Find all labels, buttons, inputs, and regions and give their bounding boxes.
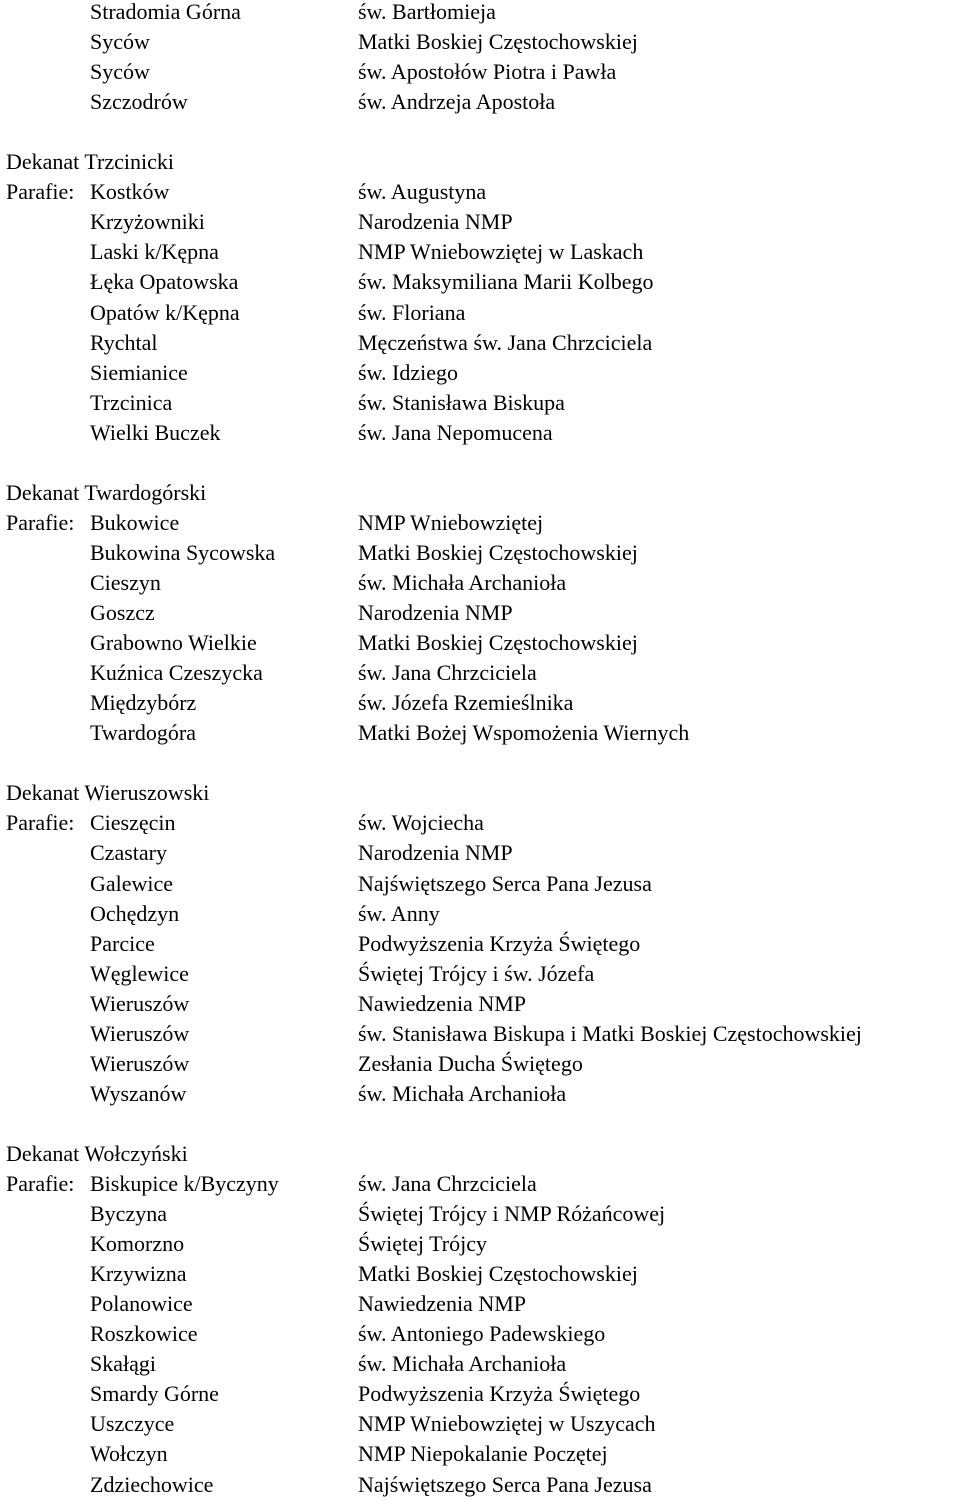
parish-row xyxy=(0,718,960,748)
parish-row xyxy=(0,1019,960,1049)
parish-place: Wielki Buczek xyxy=(90,419,221,445)
parish-row xyxy=(0,598,960,628)
parish-row xyxy=(0,1409,960,1439)
parish-place: Cieszęcin xyxy=(90,810,176,836)
parish-place: Laski k/Kępna xyxy=(90,239,219,265)
parish-patron: Matki Bożej Wspomożenia Wiernych xyxy=(358,720,690,746)
parafie-prefix: Parafie: xyxy=(6,810,75,836)
parish-place: Węglewice xyxy=(90,960,189,986)
parish-row xyxy=(0,1439,960,1469)
parish-patron: św. Jana Chrzciciela xyxy=(358,660,537,686)
parish-place: Międzybórz xyxy=(90,690,197,716)
deanery-heading xyxy=(0,147,960,177)
parish-patron: Podwyższenia Krzyża Świętego xyxy=(358,1381,641,1407)
parish-row xyxy=(0,989,960,1019)
parish-row xyxy=(0,267,960,297)
parish-place: Krzywizna xyxy=(90,1261,187,1287)
parish-place: Szczodrów xyxy=(90,89,188,115)
parish-place: Twardogóra xyxy=(90,720,196,746)
parish-place: Skałągi xyxy=(90,1351,156,1377)
parish-row xyxy=(0,328,960,358)
parish-patron: św. Michała Archanioła xyxy=(358,570,567,595)
parish-place: Wieruszów xyxy=(90,1050,190,1076)
parish-place: Wieruszów xyxy=(90,1020,190,1046)
deanery-heading xyxy=(0,778,960,808)
parish-place: Stradomia Górna xyxy=(90,0,241,24)
parish-place: Siemianice xyxy=(90,359,188,385)
parish-row xyxy=(0,358,960,388)
parish-row xyxy=(0,1049,960,1079)
parish-place: Wyszanów xyxy=(90,1080,187,1106)
parish-row xyxy=(0,418,960,448)
parish-row xyxy=(0,27,960,57)
parish-place: Wołczyn xyxy=(90,1441,168,1467)
parish-patron: NMP Wniebowziętej w Uszycach xyxy=(358,1411,656,1437)
parish-patron: św. Floriana xyxy=(358,299,466,325)
parish-row xyxy=(0,87,960,117)
parish-patron: św. Augustyna xyxy=(358,179,487,205)
parish-patron: św. Andrzeja Apostoła xyxy=(358,89,556,115)
parish-row xyxy=(0,1289,960,1319)
parish-patron: Nawiedzenia NMP xyxy=(358,990,527,1016)
parish-row xyxy=(0,808,960,838)
parish-row xyxy=(0,1199,960,1229)
parish-patron: św. Idziego xyxy=(358,359,458,385)
parish-patron: św. Bartłomieja xyxy=(358,0,496,24)
parish-patron: Zesłania Ducha Świętego xyxy=(358,1050,583,1076)
deanery-title: Dekanat Trzcinicki xyxy=(6,149,175,175)
parish-place: Kuźnica Czeszycka xyxy=(90,660,263,686)
parish-place: Parcice xyxy=(90,930,155,956)
parish-patron: św. Michała Archanioła xyxy=(358,1080,567,1106)
parish-place: Biskupice k/Byczyny xyxy=(90,1171,279,1196)
parish-place: Czastary xyxy=(90,840,167,866)
parish-row xyxy=(0,1319,960,1349)
parish-patron: Świętej Trójcy xyxy=(358,1231,487,1256)
parish-patron: św. Stanisława Biskupa xyxy=(358,389,565,415)
parish-row xyxy=(0,838,960,868)
parish-place: Byczyna xyxy=(90,1201,167,1226)
parish-patron: NMP Wniebowziętej w Laskach xyxy=(358,239,644,265)
parish-patron: Najświętszego Serca Pana Jezusa xyxy=(358,870,652,896)
parish-row xyxy=(0,869,960,899)
parish-patron: Narodzenia NMP xyxy=(358,209,513,235)
parish-patron: Nawiedzenia NMP xyxy=(358,1291,527,1317)
parish-place: Galewice xyxy=(90,870,174,896)
parish-row xyxy=(0,1259,960,1289)
parish-patron: Najświętszego Serca Pana Jezusa xyxy=(358,1471,652,1497)
parish-row xyxy=(0,628,960,658)
parish-row xyxy=(0,1349,960,1379)
parish-place: Trzcinica xyxy=(90,389,173,415)
parish-patron: św. Anny xyxy=(358,900,440,926)
parish-patron: św. Stanisława Biskupa i Matki Boskiej Częstochowskiej xyxy=(358,1020,862,1046)
parish-row xyxy=(0,658,960,688)
parish-place: Smardy Górne xyxy=(90,1381,219,1407)
parish-place: Polanowice xyxy=(90,1291,193,1317)
parish-row xyxy=(0,929,960,959)
parish-row xyxy=(0,207,960,237)
parish-cell xyxy=(6,808,176,838)
parish-patron: św. Jana Nepomucena xyxy=(358,419,553,445)
parish-patron: Narodzenia NMP xyxy=(358,840,513,866)
parish-row xyxy=(0,298,960,328)
parish-place: Wieruszów xyxy=(90,990,190,1016)
deanery-heading xyxy=(0,478,960,508)
parish-patron: św. Wojciecha xyxy=(358,810,484,836)
parish-place: Grabowno Wielkie xyxy=(90,630,257,656)
parish-place: Cieszyn xyxy=(90,570,161,595)
parish-place: Uszczyce xyxy=(90,1411,175,1437)
parish-row xyxy=(0,1470,960,1500)
parish-row xyxy=(0,1079,960,1109)
parish-patron: św. Antoniego Padewskiego xyxy=(358,1321,606,1347)
parish-place: Opatów k/Kępna xyxy=(90,299,240,325)
parish-place: Komorzno xyxy=(90,1231,185,1256)
parish-row xyxy=(0,508,960,538)
parish-row xyxy=(0,538,960,568)
parish-cell xyxy=(6,508,180,538)
parish-patron: św. Apostołów Piotra i Pawła xyxy=(358,59,617,85)
parish-patron: NMP Niepokalanie Poczętej xyxy=(358,1441,608,1467)
parish-patron: Narodzenia NMP xyxy=(358,600,513,625)
parish-place: Kostków xyxy=(90,179,170,205)
parish-cell xyxy=(6,177,170,207)
parish-row xyxy=(0,388,960,418)
deanery-title: Dekanat Twardogórski xyxy=(6,479,207,505)
parish-place: Roszkowice xyxy=(90,1321,198,1347)
parish-row xyxy=(0,237,960,267)
parish-patron: św. Michała Archanioła xyxy=(358,1351,567,1377)
parish-row xyxy=(0,1169,960,1199)
parish-row xyxy=(0,0,960,27)
deanery-title: Dekanat Wieruszowski xyxy=(6,780,210,806)
parish-row xyxy=(0,959,960,989)
parish-row xyxy=(0,57,960,87)
parish-cell xyxy=(6,1169,279,1199)
deanery-heading xyxy=(0,1139,960,1169)
parish-patron: Podwyższenia Krzyża Świętego xyxy=(358,930,641,956)
parish-patron: św. Jana Chrzciciela xyxy=(358,1171,537,1196)
parish-place: Krzyżowniki xyxy=(90,209,205,235)
parish-patron: św. Maksymiliana Marii Kolbego xyxy=(358,269,654,295)
parish-patron: Świętej Trójcy i NMP Różańcowej xyxy=(358,1201,666,1226)
parish-row xyxy=(0,1379,960,1409)
parish-place: Rychtal xyxy=(90,329,158,355)
parish-place: Ochędzyn xyxy=(90,900,180,926)
parafie-prefix: Parafie: xyxy=(6,1171,75,1196)
deanery-title: Dekanat Wołczyński xyxy=(6,1140,188,1166)
parish-place: Goszcz xyxy=(90,600,155,625)
parafie-prefix: Parafie: xyxy=(6,179,75,205)
parish-patron: Męczeństwa św. Jana Chrzciciela xyxy=(358,329,653,355)
parish-place: Zdziechowice xyxy=(90,1471,214,1497)
parish-patron: NMP Wniebowziętej xyxy=(358,509,544,535)
parish-place: Syców xyxy=(90,29,150,55)
parish-patron: Matki Boskiej Częstochowskiej xyxy=(358,29,638,55)
parish-patron: Matki Boskiej Częstochowskiej xyxy=(358,539,638,565)
parafie-prefix: Parafie: xyxy=(6,509,75,535)
parish-row xyxy=(0,568,960,598)
parish-place: Łęka Opatowska xyxy=(90,269,239,295)
parish-row xyxy=(0,1229,960,1259)
parish-patron: Matki Boskiej Częstochowskiej xyxy=(358,1261,638,1287)
parish-place: Bukowina Sycowska xyxy=(90,539,276,565)
parish-patron: Świętej Trójcy i św. Józefa xyxy=(358,960,595,986)
parish-place: Bukowice xyxy=(90,509,180,535)
parish-row xyxy=(0,899,960,929)
parish-place: Syców xyxy=(90,59,150,85)
parish-row xyxy=(0,177,960,207)
parish-row xyxy=(0,688,960,718)
parish-patron: św. Józefa Rzemieślnika xyxy=(358,690,574,716)
parish-patron: Matki Boskiej Częstochowskiej xyxy=(358,630,638,656)
